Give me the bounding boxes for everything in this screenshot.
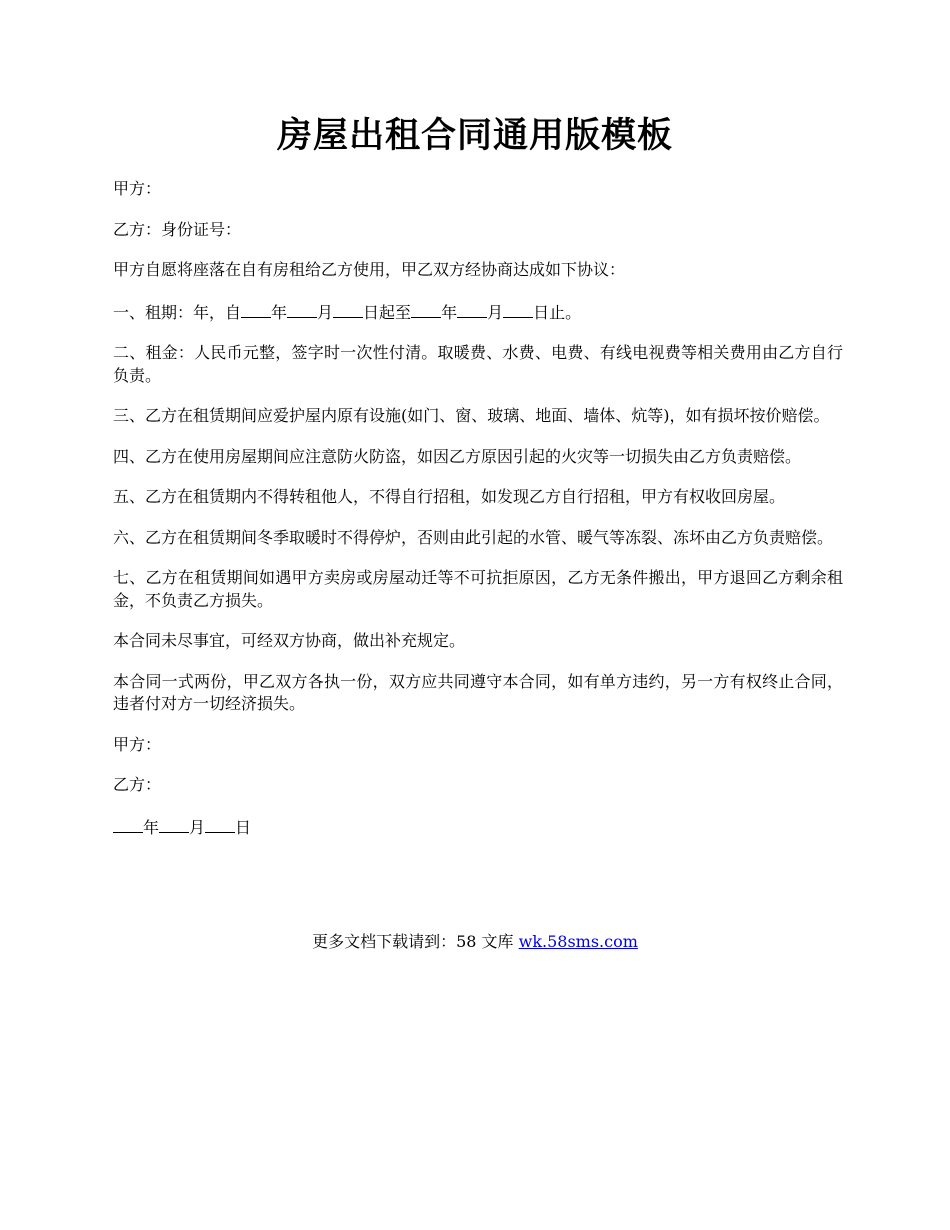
signature-party-b: 乙方：	[113, 775, 162, 794]
download-footer	[0, 930, 950, 954]
term-prefix: 一、租期：年，自	[113, 302, 242, 322]
signature-date	[113, 815, 843, 840]
intro-paragraph: 甲方自愿将座落在自有房租给乙方使用，甲乙双方经协商达成如下协议：	[113, 260, 626, 279]
date-unit: 年	[143, 817, 160, 837]
blank-field	[287, 300, 317, 318]
term-unit: 日止。	[533, 302, 582, 322]
clause-paragraph: 三、乙方在租赁期间应爱护屋内原有设施(如门、窗、玻璃、地面、墙体、炕等)，如有损坏按价赔偿。	[113, 406, 830, 425]
blank-field	[241, 300, 271, 318]
blank-field	[333, 300, 363, 318]
clause-paragraph: 七、乙方在租赁期间如遇甲方卖房或房屋动迁等不可抗拒原因，乙方无条件搬出，甲方退回乙方剩余租金，不负责乙方损失。	[113, 568, 843, 610]
clause-paragraph: 六、乙方在租赁期间冬季取暖时不得停炉，否则由此引起的水管、暖气等冻裂、冻坏由乙方负责赔偿。	[113, 527, 834, 547]
clause-paragraph: 五、乙方在租赁期内不得转租他人，不得自行招租，如发现乙方自行招租，甲方有权收回房屋。	[113, 487, 786, 506]
blank-field	[503, 300, 533, 318]
blank-field	[411, 300, 441, 318]
party-b-line: 乙方：身份证号：	[113, 219, 242, 239]
footer-text: 更多文档下载请到：58 文库	[312, 932, 519, 951]
term-unit: 日起至	[363, 302, 412, 322]
blank-field	[113, 815, 143, 833]
clause-paragraph: 本合同未尽事宜，可经双方协商，做出补充规定。	[113, 631, 466, 650]
date-unit: 日	[235, 817, 252, 837]
blank-field	[159, 815, 189, 833]
footer-link[interactable]: wk.58sms.com	[518, 932, 638, 951]
party-a-line: 甲方：	[113, 179, 162, 198]
blank-field	[205, 815, 235, 833]
signature-party-a: 甲方：	[113, 734, 162, 754]
clause-paragraph: 二、租金：人民币元整，签字时一次性付清。取暖费、水费、电费、有线电视费等相关费用由乙方自行负责。	[113, 343, 843, 385]
date-unit: 月	[189, 817, 206, 837]
term-clause	[113, 300, 843, 325]
document-title: 房屋出租合同通用版模板	[276, 115, 673, 156]
term-unit: 月	[317, 302, 334, 322]
document-body	[113, 178, 843, 857]
clause-paragraph: 本合同一式两份，甲乙双方各执一份，双方应共同遵守本合同，如有单方违约，另一方有权终止合同，违者付对方一切经济损失。	[113, 671, 843, 713]
blank-field	[457, 300, 487, 318]
clause-paragraph: 四、乙方在使用房屋期间应注意防火防盗，如因乙方原因引起的火灾等一切损失由乙方负责赔偿。	[113, 446, 802, 466]
term-unit: 年	[271, 302, 288, 322]
term-unit: 年	[441, 302, 458, 322]
term-unit: 月	[487, 302, 504, 322]
